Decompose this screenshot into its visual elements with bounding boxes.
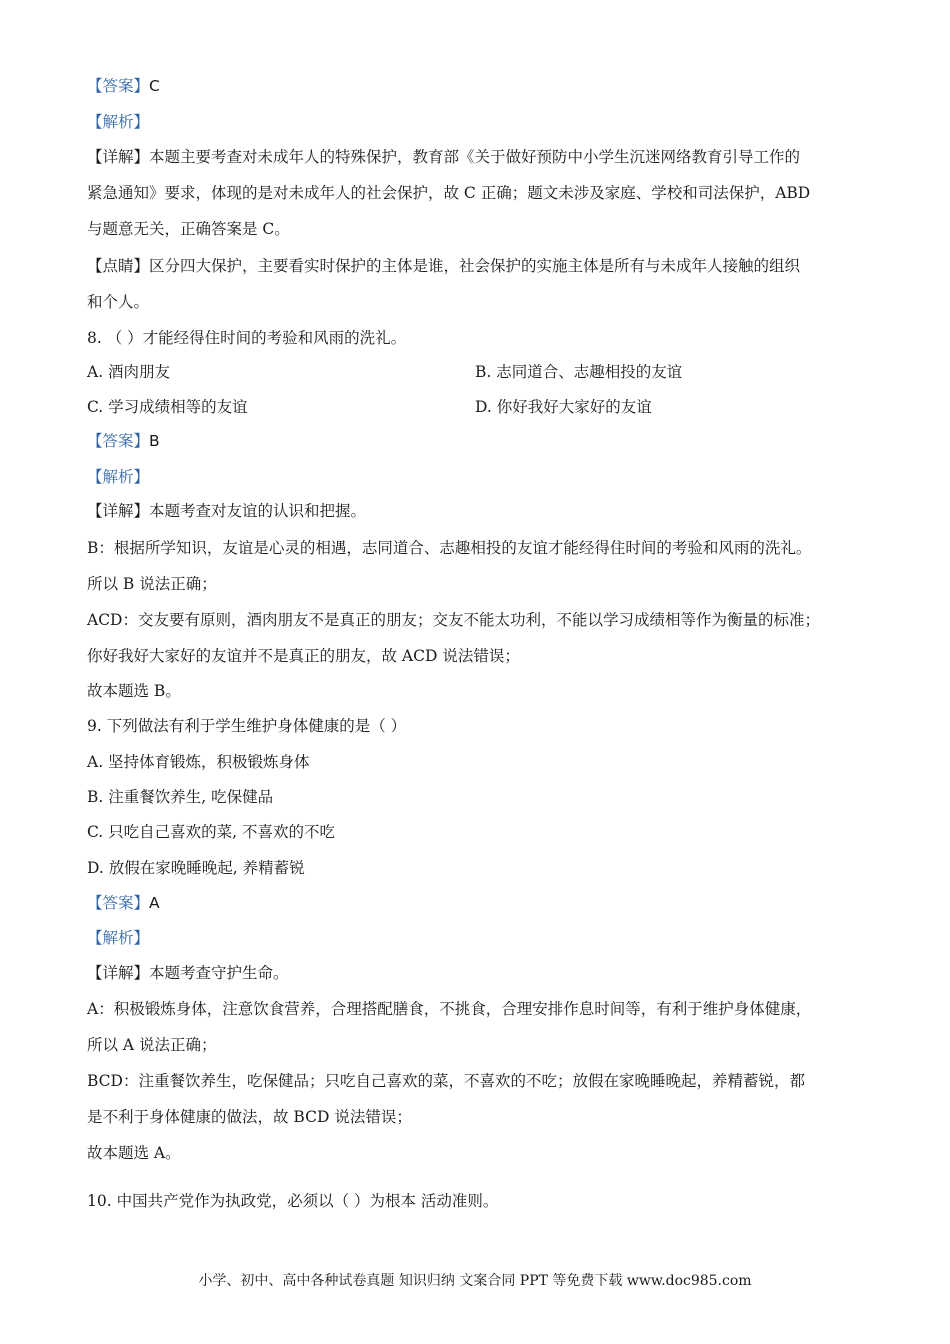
q9-option-b: B. 注重餐饮养生, 吃保健品 [87,788,274,806]
q8-answer-line [87,431,160,451]
detail-label: 【详解】 [87,964,150,982]
q8-explain-line-3: ACD：交友要有原则，酒肉朋友不是真正的朋友；交友不能太功利，不能以学习成绩相等作为衡量的标准； [87,611,820,629]
answer-value: B [149,432,160,450]
q9-explain-line-2: 所以 A 说法正确； [87,1036,217,1054]
q7-note-line-1: 【点睛】区分四大保护，主要看实时保护的主体是谁，社会保护的实施主体是所有与未成年人接触的组织 [87,257,801,275]
q7-detail-line-3: 与题意无关，正确答案是 C。 [87,220,290,238]
q8-options-row-2 [87,397,887,417]
q8-explain-line-2: 所以 B 说法正确； [87,575,217,593]
note-label: 【点睛】 [87,257,150,275]
q9-option-d: D. 放假在家晚睡晚起, 养精蓄锐 [87,859,305,877]
q9-explain-line-3: BCD：注重餐饮养生，吃保健品；只吃自己喜欢的菜，不喜欢的不吃；放假在家晚睡晚起，养精蓄锐，都 [87,1072,805,1090]
detail-label: 【详解】 [87,148,150,166]
answer-label: 【答案】 [87,77,150,95]
answer-label: 【答案】 [87,894,150,912]
q9-question: 9. 下列做法有利于学生维护身体健康的是（ ） [87,717,407,735]
q9-answer-line [87,893,160,913]
q9-detail-line: 【详解】本题考查守护生命。 [87,964,289,982]
q7-analysis-label: 【解析】 [87,113,150,131]
answer-value: A [149,894,160,912]
q10-question: 10. 中国共产党作为执政党，必须以（ ）为根本 活动准则。 [87,1192,499,1210]
q8-analysis-label: 【解析】 [87,468,150,486]
q7-detail-line-1: 【详解】本题主要考查对未成年人的特殊保护，教育部《关于做好预防中小学生沉迷网络教育引导工作的 [87,148,801,166]
q7-answer-line [87,76,160,96]
q9-explain-line-5: 故本题选 A。 [87,1144,181,1162]
q8-option-d: D. 你好我好大家好的友谊 [475,398,652,416]
q9-explain-line-1: A：积极锻炼身体，注意饮食营养，合理搭配膳食，不挑食，合理安排作息时间等，有利于维护身体健康， [87,1000,812,1018]
q8-explain-line-5: 故本题选 B。 [87,682,181,700]
q7-note-line-2: 和个人。 [87,293,150,311]
q9-option-a: A. 坚持体育锻炼，积极锻炼身体 [87,753,310,771]
detail-label: 【详解】 [87,502,150,520]
q8-question: 8. （ ）才能经得住时间的考验和风雨的洗礼。 [87,329,407,347]
q9-analysis-label: 【解析】 [87,929,150,947]
q9-option-c: C. 只吃自己喜欢的菜, 不喜欢的不吃 [87,823,336,841]
answer-value: C [149,77,160,95]
q8-explain-line-1: B：根据所学知识，友谊是心灵的相遇，志同道合、志趣相投的友谊才能经得住时间的考验和风雨的洗礼。 [87,539,812,557]
q8-option-a: A. 酒肉朋友 [87,363,171,381]
q7-detail-line-2: 紧急通知》要求，体现的是对未成年人的社会保护，故 C 正确；题文未涉及家庭、学校和司法保护，ABD [87,184,811,202]
q8-explain-line-4: 你好我好大家好的友谊并不是真正的朋友，故 ACD 说法错误； [87,647,520,665]
answer-label: 【答案】 [87,432,150,450]
q8-option-c: C. 学习成绩相等的友谊 [87,398,248,416]
q9-explain-line-4: 是不利于身体健康的做法，故 BCD 说法错误； [87,1108,412,1126]
q8-detail-line: 【详解】本题考查对友谊的认识和把握。 [87,502,367,520]
q8-options-row-1 [87,362,887,382]
page-footer: 小学、初中、高中各种试卷真题 知识归纳 文案合同 PPT 等免费下载 www.doc985.com [198,1273,752,1289]
q8-option-b: B. 志同道合、志趣相投的友谊 [475,363,683,381]
